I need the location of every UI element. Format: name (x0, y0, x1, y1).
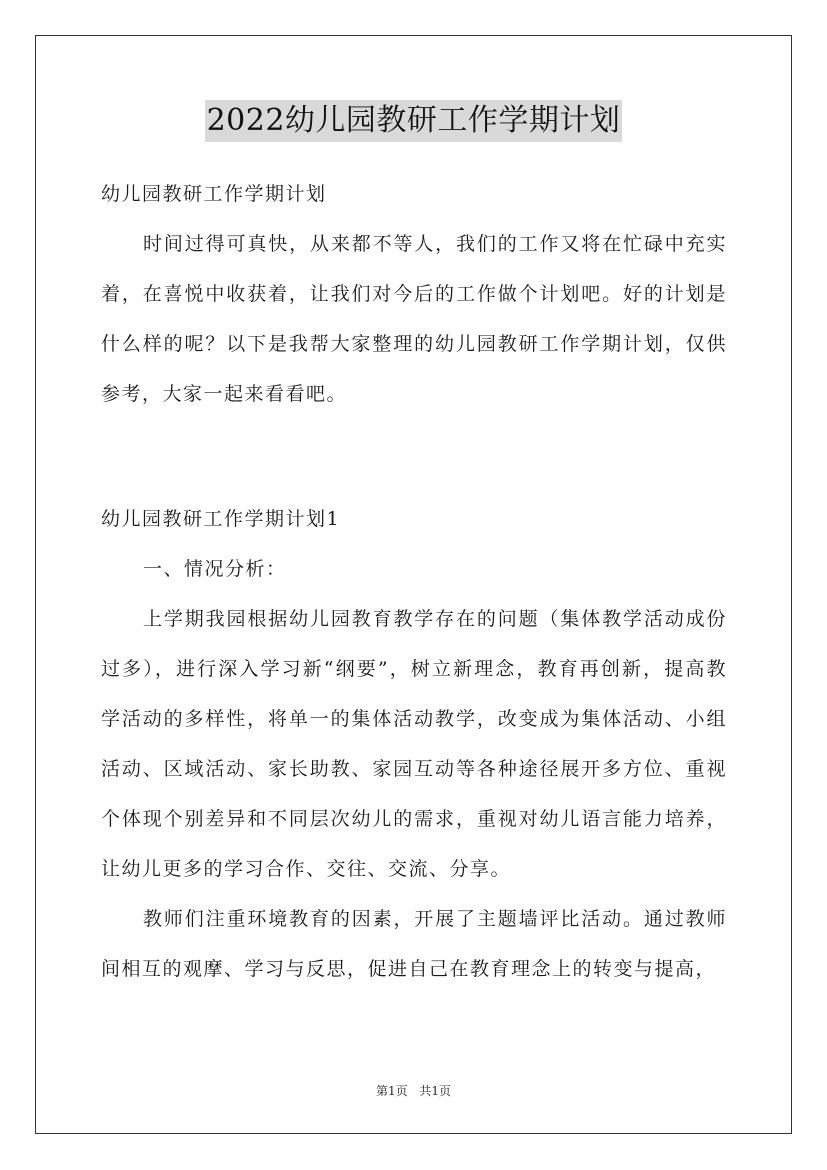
document-title: 2022幼儿园教研工作学期计划 (205, 100, 623, 142)
body-paragraph-1: 上学期我园根据幼儿园教育教学存在的问题（集体教学活动成份过多），进行深入学习新“纲要”，树立新理念，教育再创新，提高教学活动的多样性，将单一的集体活动教学，改变成为集体活动、小组活动、区域活动、家长助教、家园互动等各种途径展开多方位、重视个体现个别差异和不同层次幼儿的需求，重视对幼儿语言能力培养，让幼儿更多的学习合作、交往、交流、分享。 (101, 608, 727, 880)
page-number-total: 共1页 (419, 1084, 452, 1098)
intro-paragraph: 时间过得可真快，从来都不等人，我们的工作又将在忙碌中充实着，在喜悦中收获着，让我们对今后的工作做个计划吧。好的计划是什么样的呢？以下是我帮大家整理的幼儿园教研工作学期计划，仅供参考，大家一起来看看吧。 (101, 233, 727, 405)
page-footer (0, 1083, 827, 1099)
document-body-section (101, 494, 727, 994)
document-body-top (101, 169, 727, 419)
section-point: 一、情况分析： (143, 558, 287, 580)
document-subtitle: 幼儿园教研工作学期计划 (101, 183, 327, 205)
title-container (0, 100, 827, 142)
page-number-current: 第1页 (375, 1084, 408, 1098)
body-paragraph-2: 教师们注重环境教育的因素，开展了主题墙评比活动。通过教师间相互的观摩、学习与反思，促进自己在教育理念上的转变与提高， (101, 908, 727, 980)
section-heading: 幼儿园教研工作学期计划1 (101, 508, 341, 530)
